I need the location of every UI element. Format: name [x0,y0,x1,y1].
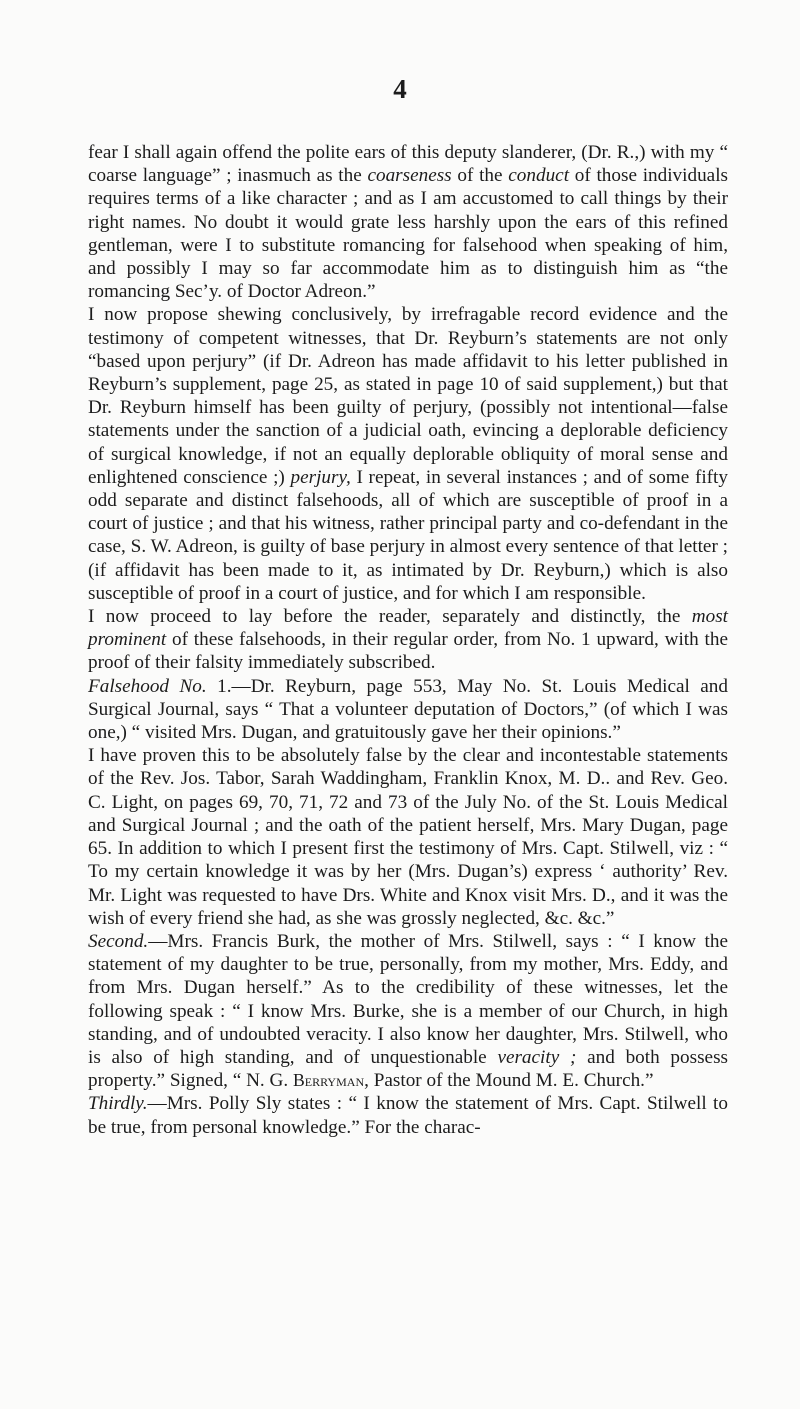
text-run: I now proceed to lay before the reader, separately and distinctly, the [88,606,692,628]
text-run: , Pastor of the Mound M. E. Church.” [364,1070,654,1092]
italic-run: coarseness [367,165,452,187]
italic-run: veracity ; [497,1046,577,1068]
text-run: fear I shall again offend the polite ears of this deputy slanderer, (Dr. R.,) with my “ coarse language” ; inasmuch as the [88,142,728,187]
body-paragraph [88,675,728,745]
text-run: I repeat, in several instances ; and of some fifty odd separate and distinct falsehoods, all of which are susceptible of proof in a court of justice ; and that his witness, rather principal party and co-defendant in the case, S. W. Adreon, is guilty of base perjury in almost every sentence of that letter ; (if affidavit has been made to it, as intimated by Dr. Reyburn,) which is also susceptible of proof in a court of justice, and for which I am responsible. [88,466,728,604]
text-run: and both possess property.” Signed, “ N. G. [88,1046,728,1092]
page-number: 4 [393,74,407,104]
text-run: of the [451,165,509,187]
body-paragraph [88,1092,728,1138]
text-run: I have proven this to be absolutely false by the clear and incontestable statements of the Rev. Jos. Tabor, Sarah Waddingham, Franklin Knox, M. D.. and Rev. Geo. C. Light, on pages 69, 70, 71, 72 and 73 of the July No. of the St. Louis Medical and Surgical Journal ; and the oath of the patient herself, Mrs. Mary Dugan, page 65. In addition to which I present first the testimony of Mrs. Capt. Stilwell, viz : “ To my certain knowledge it was by her (Mrs. Dugan’s) express ‘ authority’ Rev. Mr. Light was requested to have Drs. White and Knox visit Mrs. D., and it was the wish of every friend she had, as she was grossly neglected, &c. &c.” [88,745,728,929]
italic-run: Falsehood No. [88,675,207,697]
text-run: of those individuals requires terms of a like character ; and as I am accustomed to call things by their right names. No doubt it would grate less harshly upon the ears of this refined gentleman, were I to substitute romancing for falsehood when speaking of him, and possibly I may so far accommodate him as to distinguish him as “the romancing Sec’y. of Doctor Adreon.” [88,165,728,303]
text-run: —Mrs. Francis Burk, the mother of Mrs. Stilwell, says : “ I know the statement of my daughter to be true, personally, from my mother, Mrs. Eddy, and from Mrs. Dugan herself.” As to the credibility of these witnesses, let the following speak : “ I know Mrs. Burke, she is a member of our Church, in high standing, and of undoubted veracity. I also know her daughter, Mrs. Stilwell, who is also of high standing, and of unquestionable [88,930,728,1068]
italic-run: Thirdly. [88,1093,148,1115]
italic-run: conduct [508,165,570,187]
body-paragraph [88,744,728,930]
small-caps-run: Berryman [292,1070,365,1091]
italic-run: Second. [88,930,149,952]
body-paragraph [88,303,728,605]
text-run: of these falsehoods, in their regular order, from No. 1 upward, with the proof of their falsity immediately subscribed. [88,629,728,674]
page-body-text [88,141,728,1139]
italic-run: perjury, [290,466,351,488]
italic-run: most prominent [88,606,728,651]
body-paragraph [88,605,728,675]
body-paragraph [88,930,728,1092]
text-run: —Mrs. Polly Sly states : “ I know the statement of Mrs. Capt. Stilwell to be true, from personal knowledge.” For the charac- [88,1093,728,1138]
text-run: 1.—Dr. Reyburn, page 553, May No. St. Louis Medical and Surgical Journal, says “ That a volunteer deputation of Doctors,” (of which I was one,) “ visited Mrs. Dugan, and gratuitously gave her their opinions.” [88,675,728,744]
body-paragraph [88,141,728,303]
text-run: I now propose shewing conclusively, by irrefragable record evidence and the testimony of competent witnesses, that Dr. Reyburn’s statements are not only “based upon perjury” (if Dr. Adreon has made affidavit to his letter published in Reyburn’s supplement, page 25, as stated in page 10 of said supplement,) but that Dr. Reyburn himself has been guilty of perjury, (possibly not intentional—false statements under the sanction of a judicial oath, evincing a deplorable deficiency of surgical knowledge, if not an equally deplorable obliquity of moral sense and enlightened conscience ;) [88,304,728,488]
